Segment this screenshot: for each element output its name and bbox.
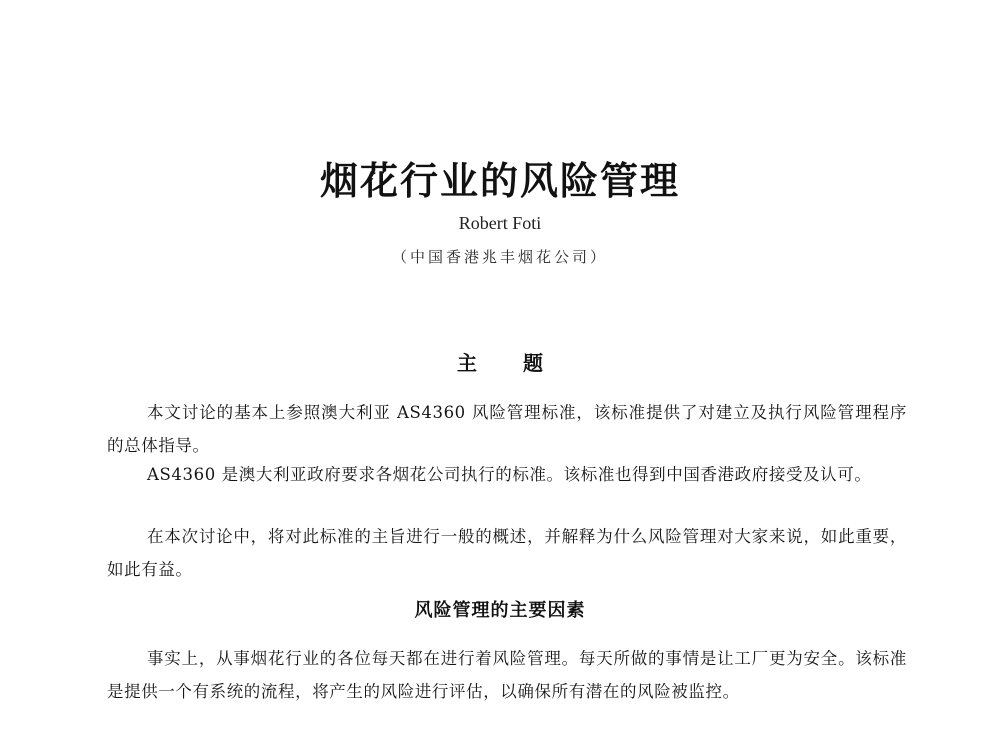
section-heading-theme: 主题 bbox=[457, 351, 589, 375]
paragraph: 本文讨论的基本上参照澳大利亚 AS4360 风险管理标准，该标准提供了对建立及执行风险管理程序的总体指导。 bbox=[107, 403, 907, 455]
paragraph: 在本次讨论中，将对此标准的主旨进行一般的概述，并解释为什么风险管理对大家来说，如此重要，如此有益。 bbox=[107, 527, 907, 579]
paragraph: AS4360 是澳大利亚政府要求各烟花公司执行的标准。该标准也得到中国香港政府接受及认可。 bbox=[147, 465, 872, 484]
author-affiliation: （中国香港兆丰烟花公司） bbox=[391, 248, 608, 266]
section-heading-main-factors: 风险管理的主要因素 bbox=[414, 600, 586, 621]
author-name: Robert Foti bbox=[458, 213, 542, 233]
paragraph: 事实上，从事烟花行业的各位每天都在进行着风险管理。每天所做的事情是让工厂更为安全。该标准是提供一个有系统的流程，将产生的风险进行评估，以确保所有潜在的风险被监控。 bbox=[107, 649, 907, 701]
paper-title: 烟花行业的风险管理 bbox=[319, 159, 680, 203]
